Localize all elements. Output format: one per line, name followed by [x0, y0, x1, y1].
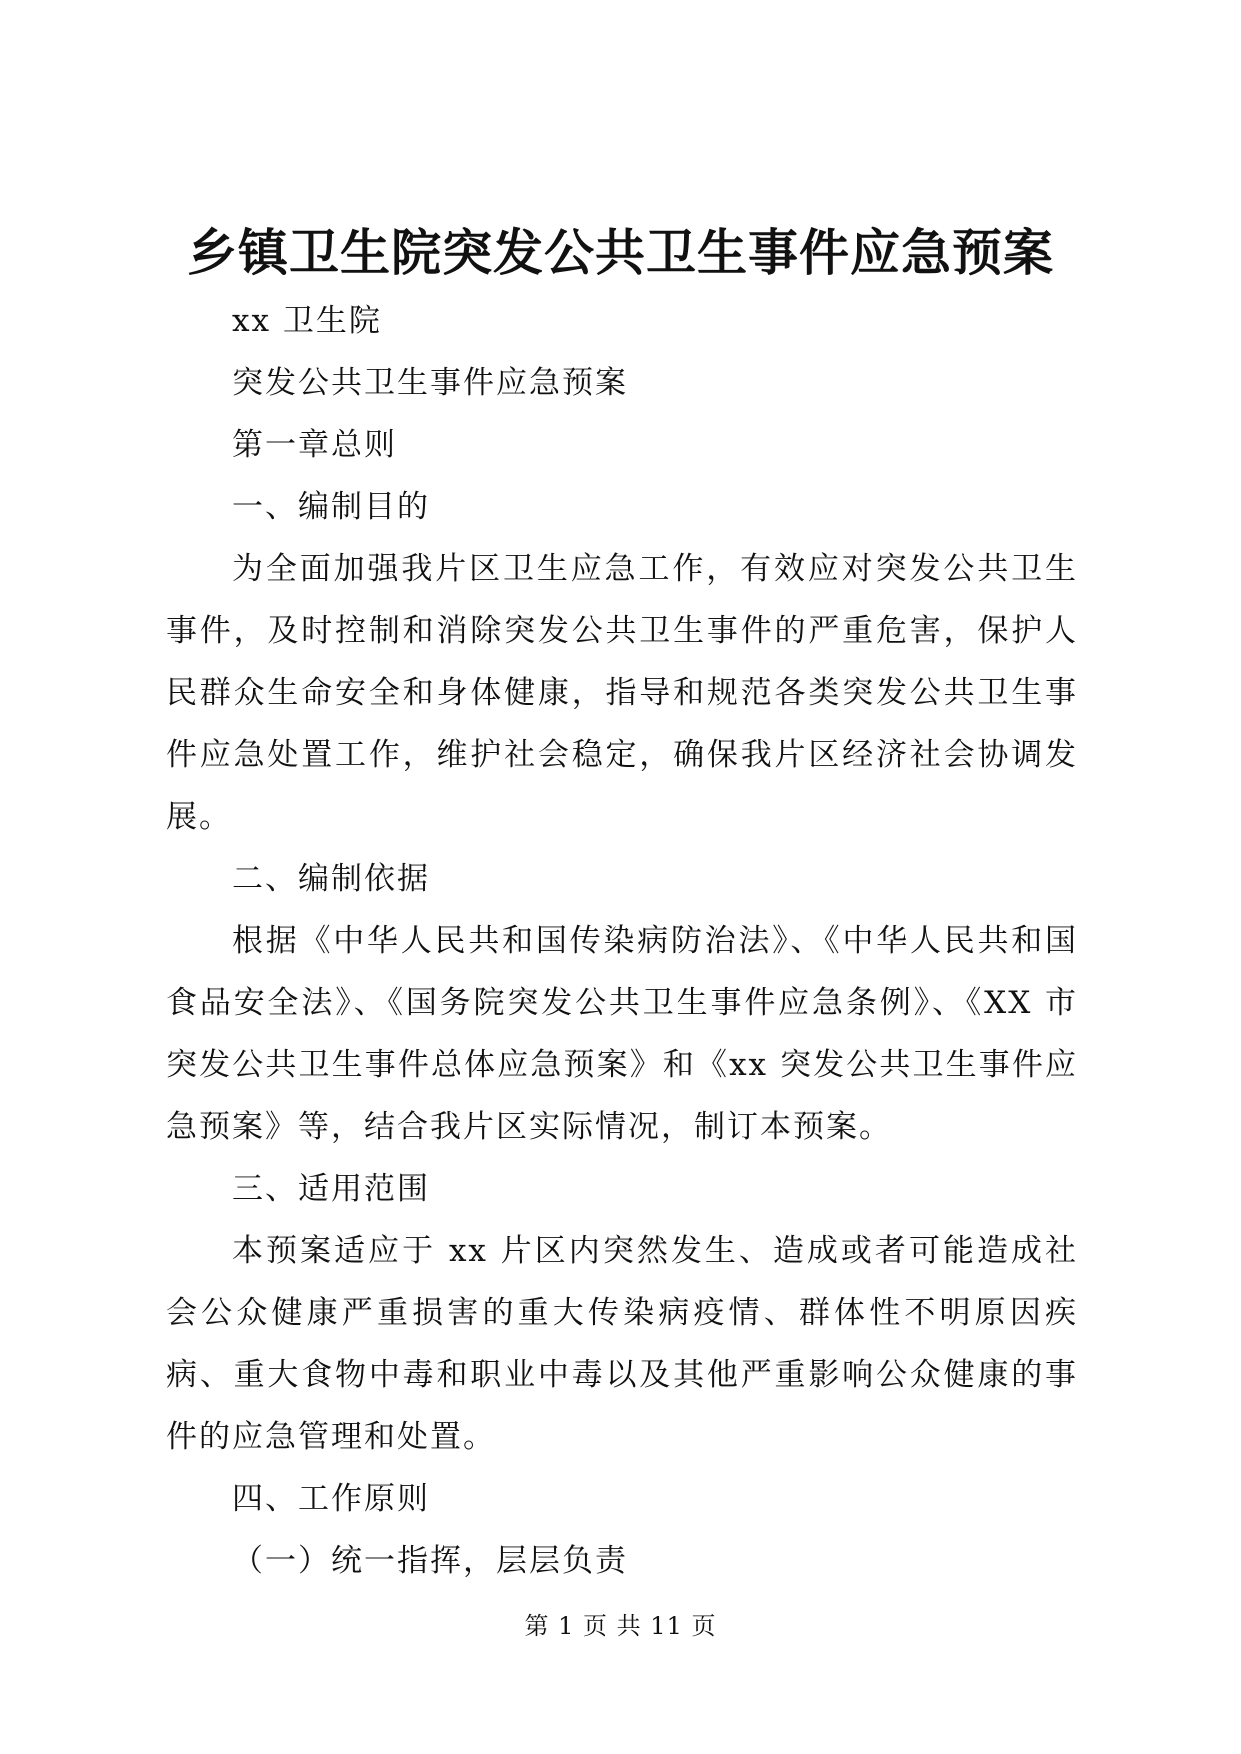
- section-heading-principles: 四、工作原则: [232, 1481, 430, 1517]
- page-footer: 第 1 页 共 11 页: [524, 1612, 717, 1640]
- paragraph-issuer: xx 卫生院: [232, 303, 382, 339]
- subsection-heading-command: （一）统一指挥，层层负责: [232, 1543, 628, 1579]
- section-heading-basis: 二、编制依据: [232, 861, 430, 897]
- chapter-heading: 第一章总则: [232, 427, 397, 463]
- section-heading-scope: 三、适用范围: [232, 1171, 430, 1207]
- document-body: [166, 290, 1078, 1592]
- paragraph-purpose: 为全面加强我片区卫生应急工作，有效应对突发公共卫生事件，及时控制和消除突发公共卫生事件的严重危害，保护人民群众生命安全和身体健康，指导和规范各类突发公共卫生事件应急处置工作，维护社会稳定，确保我片区经济社会协调发展。: [166, 551, 1078, 835]
- paragraph-subtitle: 突发公共卫生事件应急预案: [232, 365, 628, 401]
- paragraph-scope: 本预案适应于 xx 片区内突然发生、造成或者可能造成社会公众健康严重损害的重大传染病疫情、群体性不明原因疾病、重大食物中毒和职业中毒以及其他严重影响公众健康的事件的应急管理和处置。: [166, 1233, 1078, 1455]
- section-heading-purpose: 一、编制目的: [232, 489, 430, 525]
- paragraph-basis: 根据《中华人民共和国传染病防治法》、《中华人民共和国食品安全法》、《国务院突发公共卫生事件应急条例》、《XX 市突发公共卫生事件总体应急预案》和《xx 突发公共卫生事件应急预案》等，结合我片区实际情况，制订本预案。: [166, 923, 1078, 1145]
- document-title: 乡镇卫生院突发公共卫生事件应急预案: [187, 223, 1054, 282]
